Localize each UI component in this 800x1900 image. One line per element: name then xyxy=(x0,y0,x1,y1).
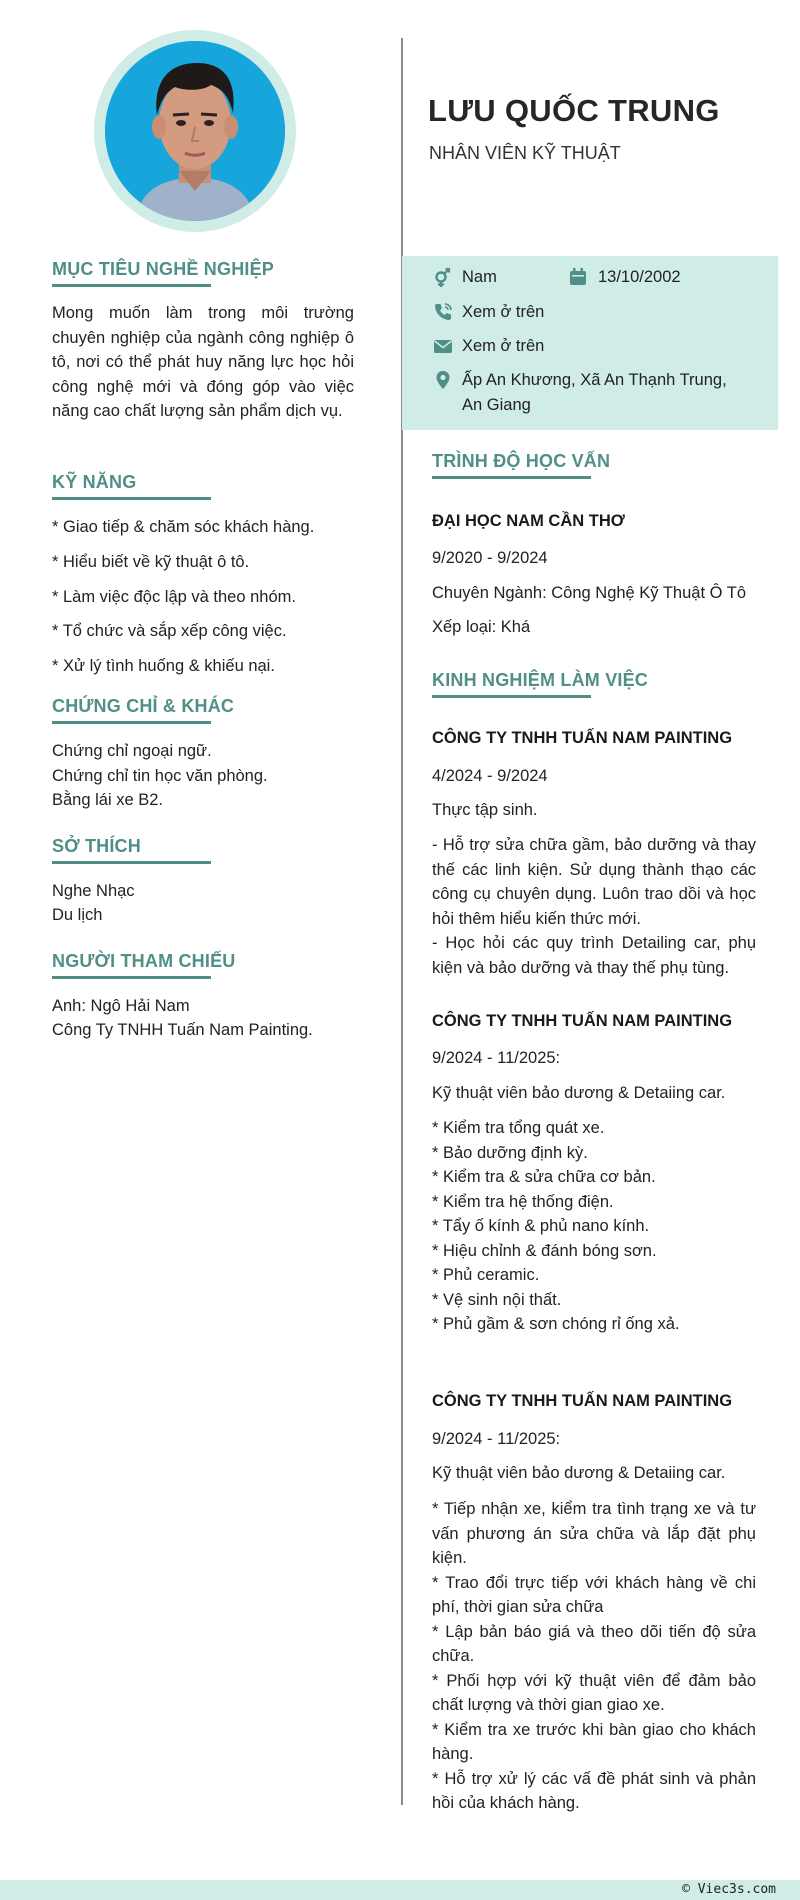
skill-item: * Tổ chức và sắp xếp công việc. xyxy=(52,622,287,640)
address-line-1: Ấp An Khương, Xã An Thạnh Trung, xyxy=(462,371,727,389)
school-name: ĐẠI HỌC NAM CẦN THƠ xyxy=(432,512,625,530)
skill-item: * Xử lý tình huống & khiếu nại. xyxy=(52,657,275,675)
email-value: Xem ở trên xyxy=(462,337,545,355)
job-detail-item: * Kiểm tra & sửa chữa cơ bản. xyxy=(432,1168,656,1186)
job-detail-item: * Tiếp nhận xe, kiểm tra tình trạng xe và tư vấn phương án sửa chữa và lắp đặt phụ kiện. xyxy=(432,1500,756,1567)
section-underline xyxy=(52,497,211,500)
phone-value: Xem ở trên xyxy=(462,303,545,321)
experience-title: KINH NGHIỆM LÀM VIỆC xyxy=(432,670,649,690)
location-pin-icon xyxy=(432,369,454,391)
footer-copyright: © Viec3s.com xyxy=(682,1882,776,1897)
career-objective-title: MỤC TIÊU NGHỀ NGHIỆP xyxy=(52,259,275,279)
job-company: CÔNG TY TNHH TUẤN NAM PAINTING xyxy=(432,729,733,747)
job-role: Kỹ thuật viên bảo dương & Detaiing car. xyxy=(432,1464,726,1482)
education-period: 9/2020 - 9/2024 xyxy=(432,549,548,567)
skill-item: * Hiểu biết về kỹ thuật ô tô. xyxy=(52,553,250,571)
job-detail-item: - Học hỏi các quy trình Detailing car, phụ kiện và bảo dưỡng và thay thế phụ tùng. xyxy=(432,934,756,977)
candidate-name: LƯU QUỐC TRUNG xyxy=(428,93,720,128)
address-line-2: An Giang xyxy=(462,396,531,414)
section-underline xyxy=(52,861,211,864)
profile-photo xyxy=(105,41,285,221)
job-detail-item: * Hiệu chỉnh & đánh bóng sơn. xyxy=(432,1241,657,1260)
job-details xyxy=(432,833,756,980)
section-underline xyxy=(432,695,591,698)
avatar-ring xyxy=(94,30,296,232)
job-role: Kỹ thuật viên bảo dương & Detaiing car. xyxy=(432,1084,726,1102)
section-underline xyxy=(52,284,211,287)
gender-icon xyxy=(432,267,454,289)
email-icon xyxy=(432,335,454,357)
job-detail-item: * Phủ gầm & sơn chóng rỉ ống xả. xyxy=(432,1315,680,1333)
job-detail-item: * Trao đổi trực tiếp với khách hàng về chi phí, thời gian sửa chữa xyxy=(432,1573,756,1616)
skill-item: * Giao tiếp & chăm sóc khách hàng. xyxy=(52,518,315,536)
references-title: NGƯỜI THAM CHIẾU xyxy=(52,951,236,971)
job-detail-item: * Kiểm tra tổng quát xe. xyxy=(432,1119,605,1137)
phone-icon xyxy=(432,301,454,323)
section-underline xyxy=(432,476,591,479)
job-title: NHÂN VIÊN KỸ THUẬT xyxy=(429,143,621,163)
avatar xyxy=(105,41,285,221)
job-company: CÔNG TY TNHH TUẤN NAM PAINTING xyxy=(432,1392,733,1410)
job-role: Thực tập sinh. xyxy=(432,801,538,819)
job-period: 4/2024 - 9/2024 xyxy=(432,767,548,785)
certificates-title: CHỨNG CHỈ & KHÁC xyxy=(52,696,235,716)
job-detail-item: * Hỗ trợ xử lý các vấ đề phát sinh và phản hồi của khách hàng. xyxy=(432,1769,756,1812)
job-detail-item: * Phủ ceramic. xyxy=(432,1266,540,1284)
career-objective-text: Mong muốn làm trong môi trường chuyên nghiệp của ngành công nghiệp ô tô, nơi có thể phát huy năng lực học hỏi công nghệ mới và đóng góp vào việc năng cao chất lượng sản phẩm dịch vụ. xyxy=(52,304,354,420)
footer-bar xyxy=(0,1880,800,1900)
job-detail-item: * Kiểm tra xe trước khi bàn giao cho khách hàng. xyxy=(432,1720,756,1763)
job-detail-item: - Hỗ trợ sửa chữa gầm, bảo dưỡng và thay thế các linh kiện. Sử dụng thành thạo các công cụ chuyên dụng. Luôn trao dồi và học hỏi thêm hiểu kiến thức mới. xyxy=(432,836,756,928)
job-detail-item: * Lập bản báo giá và theo dõi tiến độ sửa chữa. xyxy=(432,1622,756,1665)
education-grade: Xếp loại: Khá xyxy=(432,618,531,636)
job-company: CÔNG TY TNHH TUẤN NAM PAINTING xyxy=(432,1012,733,1030)
job-detail-item: * Vệ sinh nội thất. xyxy=(432,1290,562,1309)
job-period: 9/2024 - 11/2025: xyxy=(432,1430,561,1448)
skill-item: * Làm việc độc lập và theo nhóm. xyxy=(52,588,296,606)
skills-title: KỸ NĂNG xyxy=(52,472,137,492)
job-details xyxy=(432,1116,756,1337)
job-detail-item: * Bảo dưỡng định kỳ. xyxy=(432,1143,588,1162)
section-underline xyxy=(52,976,211,979)
certificate-item: Chứng chỉ tin học văn phòng. xyxy=(52,767,268,785)
job-detail-item: * Tẩy ố kính & phủ nano kính. xyxy=(432,1217,650,1235)
job-detail-item: * Kiểm tra hệ thống điện. xyxy=(432,1192,614,1211)
certificate-item: Chứng chỉ ngoại ngữ. xyxy=(52,742,212,760)
education-major: Chuyên Ngành: Công Nghệ Kỹ Thuật Ô Tô xyxy=(432,584,746,602)
hobbies-title: SỞ THÍCH xyxy=(52,836,141,856)
job-period: 9/2024 - 11/2025: xyxy=(432,1049,561,1067)
job-detail-item: * Phối hợp với kỹ thuật viên để đảm bảo chất lượng và thời gian giao xe. xyxy=(432,1671,756,1714)
gender-value: Nam xyxy=(462,268,497,286)
hobby-item: Nghe Nhạc xyxy=(52,882,135,900)
birthdate-value: 13/10/2002 xyxy=(598,268,681,286)
reference-item: Anh: Ngô Hải Nam xyxy=(52,997,190,1015)
contact-info-panel xyxy=(402,256,778,430)
certificate-item: Bằng lái xe B2. xyxy=(52,791,163,809)
job-details xyxy=(432,1497,756,1816)
calendar-icon xyxy=(567,266,589,288)
education-title: TRÌNH ĐỘ HỌC VẤN xyxy=(432,451,611,471)
section-underline xyxy=(52,721,211,724)
hobby-item: Du lịch xyxy=(52,906,103,924)
reference-item: Công Ty TNHH Tuấn Nam Painting. xyxy=(52,1021,313,1039)
